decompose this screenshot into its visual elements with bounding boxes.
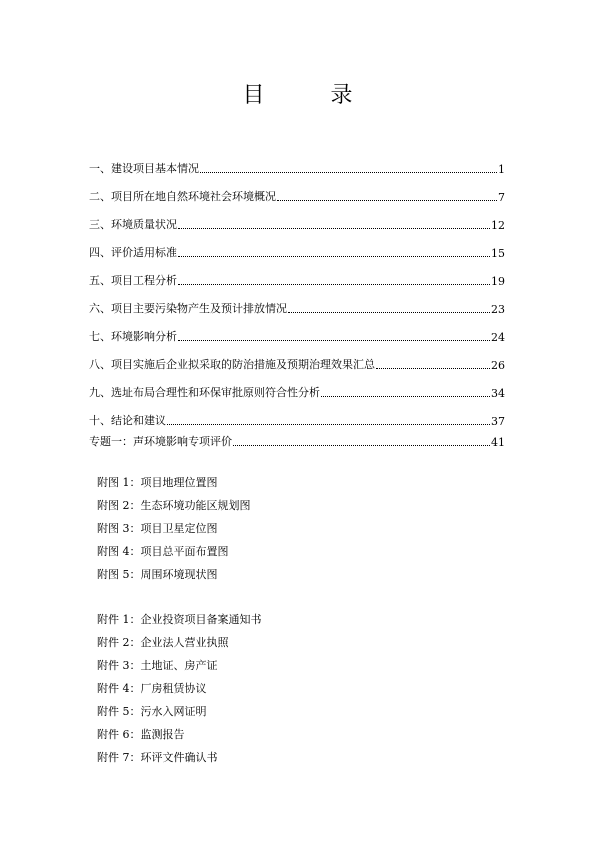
toc-entry-page: 41 [491,436,505,449]
toc-entry-page: 7 [498,191,505,204]
attachment-item: 附件 5：污水入网证明 [97,705,207,718]
toc-entry-label: 一、建设项目基本情况 [89,162,199,175]
toc-entry-page: 26 [491,359,505,372]
toc-entry-page: 15 [491,247,505,260]
toc-leader-dots [178,339,490,341]
toc-entry-label: 八、项目实施后企业拟采取的防治措施及预期治理效果汇总 [89,358,375,371]
toc-entry-label: 五、项目工程分析 [89,274,177,287]
figure-item: 附图 3：项目卫星定位图 [97,522,218,535]
attachment-item: 附件 6：监测报告 [97,728,185,741]
attachment-item: 附件 3：土地证、房产证 [97,659,218,672]
toc-entry[interactable] [89,316,505,344]
table-of-contents [89,148,505,449]
toc-entry-page: 23 [491,303,505,316]
toc-entry-page: 12 [491,219,505,232]
toc-entry-label: 六、项目主要污染物产生及预计排放情况 [89,302,287,315]
toc-entry[interactable] [89,260,505,288]
figure-list [97,471,251,586]
toc-leader-dots [277,199,497,201]
toc-leader-dots [233,444,490,446]
toc-entry[interactable] [89,176,505,204]
page-title: 目 录 [242,83,375,108]
toc-leader-dots [376,367,490,369]
toc-leader-dots [178,227,490,229]
toc-entry[interactable] [89,204,505,232]
attachment-list [97,608,262,769]
toc-leader-dots [200,171,497,173]
toc-entry-label: 三、环境质量状况 [89,218,177,231]
toc-leader-dots [167,423,490,425]
toc-entry[interactable] [89,344,505,372]
toc-entry-label: 四、评价适用标准 [89,246,177,259]
toc-leader-dots [178,255,490,257]
toc-entry-label: 专题一：声环境影响专项评价 [89,435,232,448]
toc-entry[interactable] [89,372,505,400]
attachment-item: 附件 2：企业法人营业执照 [97,636,229,649]
toc-entry-label: 九、选址布局合理性和环保审批原则符合性分析 [89,386,320,399]
attachment-item: 附件 4：厂房租赁协议 [97,682,207,695]
toc-entry-label: 十、结论和建议 [89,414,166,427]
toc-entry-page: 19 [491,275,505,288]
figure-item: 附图 4：项目总平面布置图 [97,545,229,558]
figure-item: 附图 2：生态环境功能区规划图 [97,499,251,512]
toc-leader-dots [288,311,490,313]
attachment-item: 附件 1：企业投资项目备案通知书 [97,613,262,626]
toc-entry-label: 七、环境影响分析 [89,330,177,343]
figure-item: 附图 1：项目地理位置图 [97,476,218,489]
toc-entry[interactable] [89,232,505,260]
toc-entry-page: 1 [498,163,505,176]
toc-entry[interactable] [89,148,505,176]
toc-entry-page: 34 [491,387,505,400]
toc-leader-dots [178,283,490,285]
toc-leader-dots [321,395,490,397]
toc-entry[interactable] [89,400,505,428]
toc-entry-label: 二、项目所在地自然环境社会环境概况 [89,190,276,203]
figure-item: 附图 5：周围环境现状图 [97,568,218,581]
toc-entry-page: 24 [491,331,505,344]
toc-entry-page: 37 [491,415,505,428]
toc-entry[interactable] [89,428,505,449]
attachment-item: 附件 7：环评文件确认书 [97,751,218,764]
toc-entry[interactable] [89,288,505,316]
